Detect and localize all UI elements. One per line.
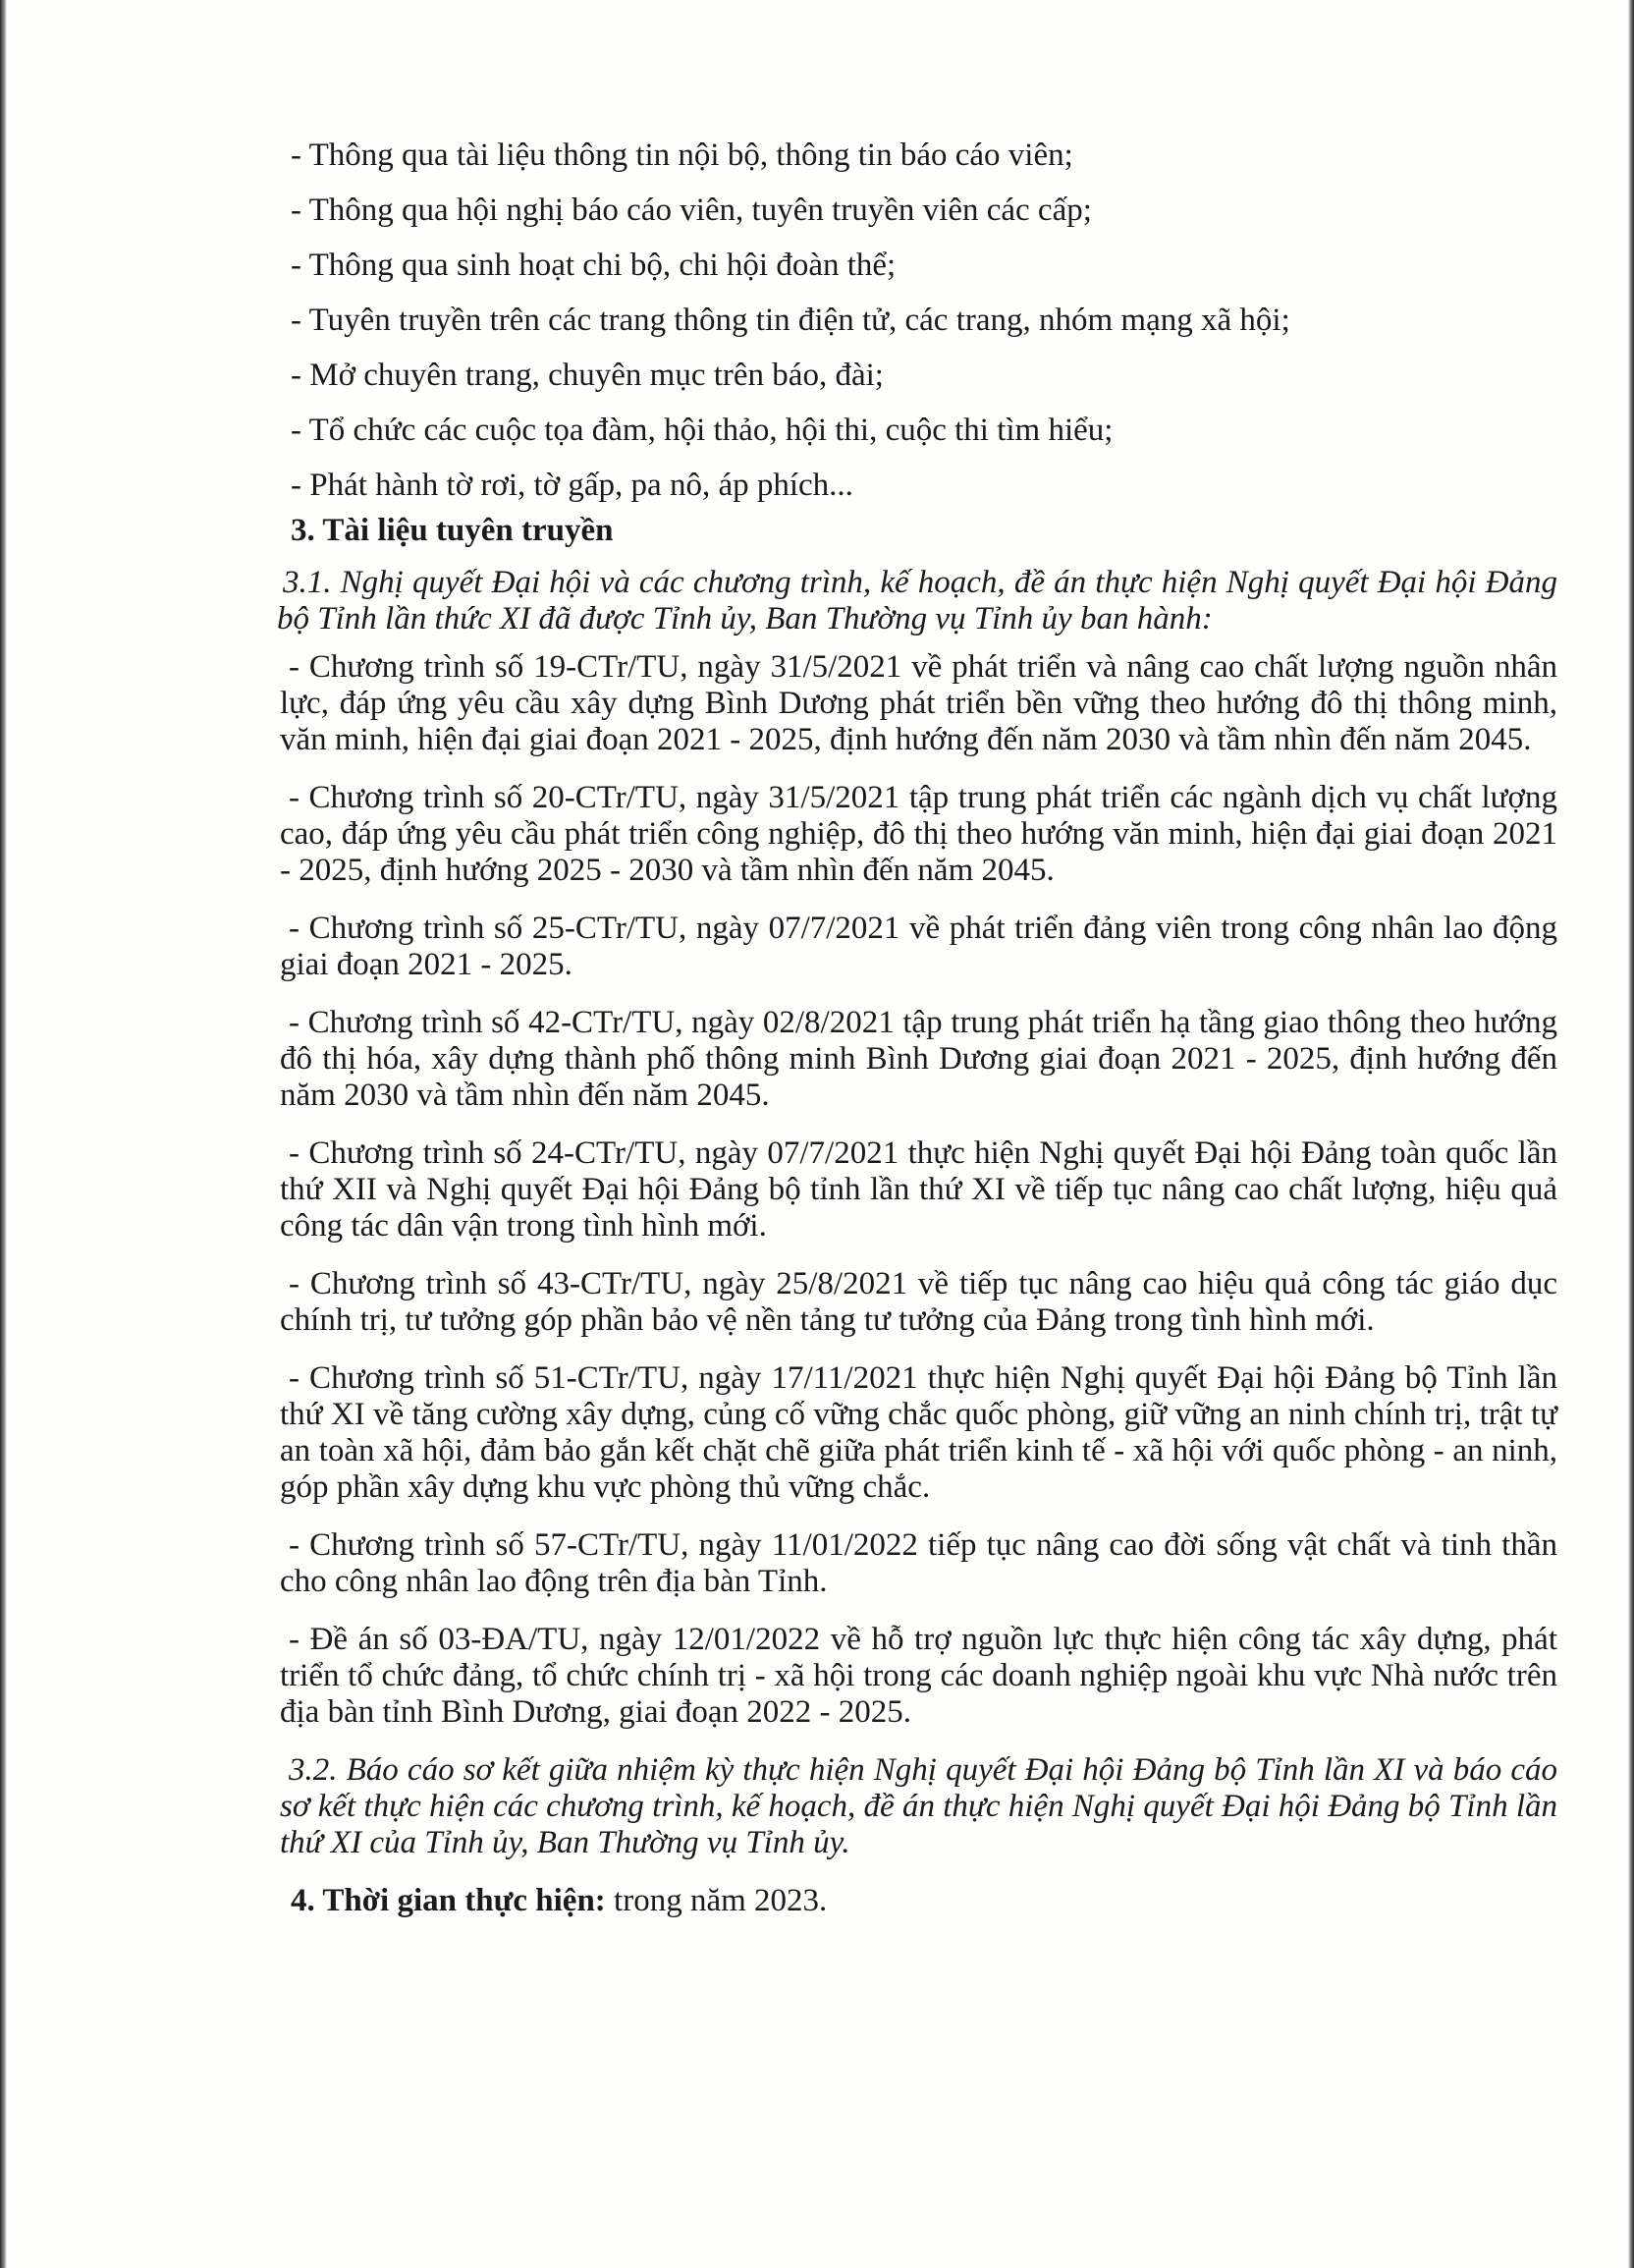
program-item-42 bbox=[280, 1005, 1557, 1114]
program-item-text: - Chương trình số 42-CTr/TU, ngày 02/8/2021 tập trung phát triển hạ tầng giao thông theo hướng đô thị hóa, xây dựng thành phố thông minh Bình Dương giai đoạn 2021 - 2025, định hướng đến năm 2030 và tầm nhìn đến năm 2045. bbox=[280, 1005, 1557, 1113]
subsection-3-2 bbox=[280, 1752, 1557, 1861]
program-item-19 bbox=[280, 649, 1557, 758]
subsection-3-1-text: 3.1. Nghị quyết Đại hội và các chương trình, kế hoạch, đề án thực hiện Nghị quyết Đại hội Đảng bộ Tỉnh lần thức XI đã được Tỉnh ủy, Ban Thường vụ Tỉnh ủy ban hành: bbox=[277, 565, 1557, 636]
project-item-text: - Đề án số 03-ĐA/TU, ngày 12/01/2022 về hỗ trợ nguồn lực thực hiện công tác xây dựng, phát triển tổ chức đảng, tổ chức chính trị - xã hội trong các doanh nghiệp ngoài khu vực Nhà nước trên địa bàn tỉnh Bình Dương, giai đoạn 2022 - 2025. bbox=[280, 1622, 1557, 1730]
bullet-item: - Tuyên truyền trên các trang thông tin điện tử, các trang, nhóm mạng xã hội; bbox=[291, 303, 1290, 338]
program-item-text: - Chương trình số 20-CTr/TU, ngày 31/5/2021 tập trung phát triển các ngành dịch vụ chất lượng cao, đáp ứng yêu cầu phát triển công nghiệp, đô thị theo hướng văn minh, hiện đại giai đoạn 2021 - 2025, định hướng 2025 - 2030 và tầm nhìn đến năm 2045. bbox=[280, 780, 1557, 888]
bullet-item: - Thông qua tài liệu thông tin nội bộ, thông tin báo cáo viên; bbox=[291, 138, 1073, 173]
project-item-03 bbox=[280, 1622, 1557, 1731]
program-item-text: - Chương trình số 51-CTr/TU, ngày 17/11/2021 thực hiện Nghị quyết Đại hội Đảng bộ Tỉnh lần thứ XI về tăng cường xây dựng, củng cố vững chắc quốc phòng, giữ vững an ninh chính trị, trật tự an toàn xã hội, đảm bảo gắn kết chặt chẽ giữa phát triển kinh tế - xã hội với quốc phòng - an ninh, góp phần xây dựng khu vực phòng thủ vững chắc. bbox=[280, 1360, 1557, 1505]
program-item-43 bbox=[280, 1266, 1557, 1339]
bullet-item: - Tổ chức các cuộc tọa đàm, hội thảo, hội thi, cuộc thi tìm hiểu; bbox=[291, 413, 1114, 448]
subsection-3-1 bbox=[277, 565, 1557, 637]
program-item-24 bbox=[280, 1135, 1557, 1245]
section-4-value: trong năm 2023. bbox=[614, 1883, 828, 1918]
program-item-text: - Chương trình số 25-CTr/TU, ngày 07/7/2021 về phát triển đảng viên trong công nhân lao động giai đoạn 2021 - 2025. bbox=[280, 911, 1557, 982]
bullet-item: - Phát hành tờ rơi, tờ gấp, pa nô, áp phích... bbox=[291, 468, 853, 503]
program-item-text: - Chương trình số 24-CTr/TU, ngày 07/7/2021 thực hiện Nghị quyết Đại hội Đảng toàn quốc lần thứ XII và Nghị quyết Đại hội Đảng bộ tỉnh lần thứ XI về tiếp tục nâng cao chất lượng, hiệu quả công tác dân vận trong tình hình mới. bbox=[280, 1135, 1557, 1244]
program-item-51 bbox=[280, 1360, 1557, 1506]
document-body bbox=[277, 138, 1557, 1919]
program-item-25 bbox=[280, 911, 1557, 983]
bullet-item: - Thông qua sinh hoạt chi bộ, chi hội đoàn thể; bbox=[291, 248, 897, 283]
section-3-heading: 3. Tài liệu tuyên truyền bbox=[291, 513, 614, 548]
section-4-line bbox=[291, 1883, 1557, 1919]
bullet-item: - Mở chuyên trang, chuyên mục trên báo, đài; bbox=[291, 358, 884, 393]
scan-edge-left bbox=[0, 0, 7, 2268]
program-item-57 bbox=[280, 1527, 1557, 1600]
section-4-label: 4. Thời gian thực hiện: bbox=[291, 1883, 606, 1918]
bullet-item: - Thông qua hội nghị báo cáo viên, tuyên truyền viên các cấp; bbox=[291, 193, 1092, 228]
program-item-20 bbox=[280, 780, 1557, 889]
program-item-text: - Chương trình số 19-CTr/TU, ngày 31/5/2021 về phát triển và nâng cao chất lượng nguồn nhân lực, đáp ứng yêu cầu xây dựng Bình Dương phát triển bền vững theo hướng đô thị thông minh, văn minh, hiện đại giai đoạn 2021 - 2025, định hướng đến năm 2030 và tầm nhìn đến năm 2045. bbox=[280, 649, 1557, 757]
subsection-3-2-text: 3.2. Báo cáo sơ kết giữa nhiệm kỳ thực hiện Nghị quyết Đại hội Đảng bộ Tỉnh lần XI và báo cáo sơ kết thực hiện các chương trình, kế hoạch, đề án thực hiện Nghị quyết Đại hội Đảng bộ Tỉnh lần thứ XI của Tỉnh ủy, Ban Thường vụ Tỉnh ủy. bbox=[280, 1752, 1557, 1860]
program-item-text: - Chương trình số 43-CTr/TU, ngày 25/8/2021 về tiếp tục nâng cao hiệu quả công tác giáo dục chính trị, tư tưởng góp phần bảo vệ nền tảng tư tưởng của Đảng trong tình hình mới. bbox=[280, 1266, 1557, 1338]
scan-edge-right bbox=[1628, 0, 1634, 2268]
program-item-text: - Chương trình số 57-CTr/TU, ngày 11/01/2022 tiếp tục nâng cao đời sống vật chất và tinh thần cho công nhân lao động trên địa bàn Tỉnh. bbox=[280, 1527, 1557, 1599]
